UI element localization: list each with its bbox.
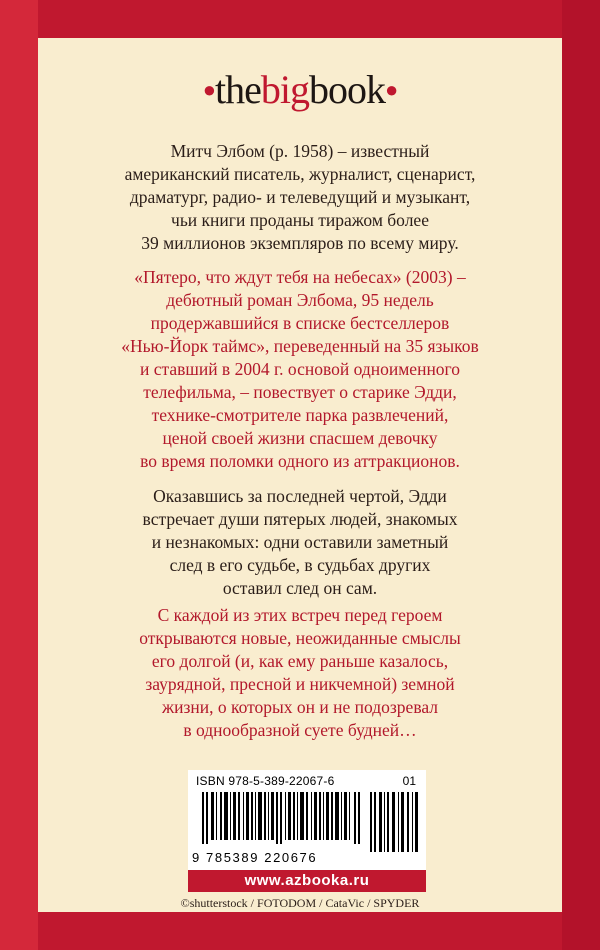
- photo-credits: ©shutterstock / FOTODOM / CataVic / SPYDER: [180, 896, 420, 910]
- closing-line: открываются новые, неожиданные смыслы: [139, 628, 461, 648]
- bio-line: американский писатель, журналист, сценарист,: [124, 164, 476, 184]
- series-logo: [38, 66, 562, 113]
- description-line: телефильма, – повествует о старике Эдди,: [143, 382, 457, 402]
- logo-dot-left: ●: [202, 76, 215, 102]
- cream-panel: [38, 38, 562, 912]
- closing-line: в однообразной суете будней…: [183, 720, 417, 740]
- closing-line: С каждой из этих встреч перед героем: [157, 605, 443, 625]
- plot-line: оставил след он сам.: [222, 578, 378, 598]
- bio-line: драматург, радио- и телеведущий и музыкант,: [129, 187, 471, 207]
- plot-line: встречает души пятерых людей, знакомых: [142, 509, 458, 529]
- red-frame-left: [0, 0, 38, 950]
- isbn-barcode: [188, 770, 426, 870]
- publisher-url: www.azbooka.ru: [188, 870, 426, 892]
- closing-line: его долгой (и, как ему раньше казалось,: [151, 651, 449, 671]
- plot-line: след в его судьбе, в судьбах других: [169, 555, 431, 575]
- logo-dot-right: ●: [385, 76, 398, 102]
- addon-number: 01: [402, 774, 416, 788]
- plot-paragraph: [78, 485, 522, 600]
- author-bio: [78, 140, 522, 255]
- logo-the: the: [215, 67, 261, 112]
- ean-digits: 9 785389 220676: [192, 850, 318, 865]
- description-line: «Нью-Йорк таймс», переведенный на 35 языков: [121, 336, 479, 356]
- red-frame-right: [562, 0, 600, 950]
- logo-book: book: [309, 67, 385, 112]
- bio-line: 39 миллионов экземпляров по всему миру.: [141, 233, 459, 253]
- description-line: ценой своей жизни спасшем девочку: [162, 428, 438, 448]
- bio-line: чьи книги проданы тиражом более: [171, 210, 429, 230]
- description-line: продержавшийся в списке бестселлеров: [150, 313, 450, 333]
- description-line: и ставший в 2004 г. основой одноименного: [139, 359, 461, 379]
- barcode-bars: [202, 792, 360, 844]
- plot-line: и незнакомых: одни оставили заметный: [151, 532, 449, 552]
- bio-line: Митч Элбом (р. 1958) – известный: [170, 141, 430, 161]
- description-line: «Пятеро, что ждут тебя на небесах» (2003) –: [134, 267, 466, 287]
- description-line: дебютный роман Элбома, 95 недель: [166, 290, 434, 310]
- description-line: во время поломки одного из аттракционов.: [140, 451, 460, 471]
- closing-paragraph: [78, 604, 522, 742]
- plot-line: Оказавшись за последней чертой, Эдди: [153, 486, 447, 506]
- logo-big: big: [260, 67, 309, 112]
- closing-line: заурядной, пресной и никчемной) земной: [145, 674, 455, 694]
- description-line: технике-смотрителе парка развлечений,: [151, 405, 449, 425]
- addon-barcode-bars: [370, 792, 418, 852]
- closing-line: жизни, о которых он и не подозревал: [161, 697, 439, 717]
- book-description: [78, 266, 522, 473]
- isbn-text: ISBN 978-5-389-22067-6: [196, 774, 335, 788]
